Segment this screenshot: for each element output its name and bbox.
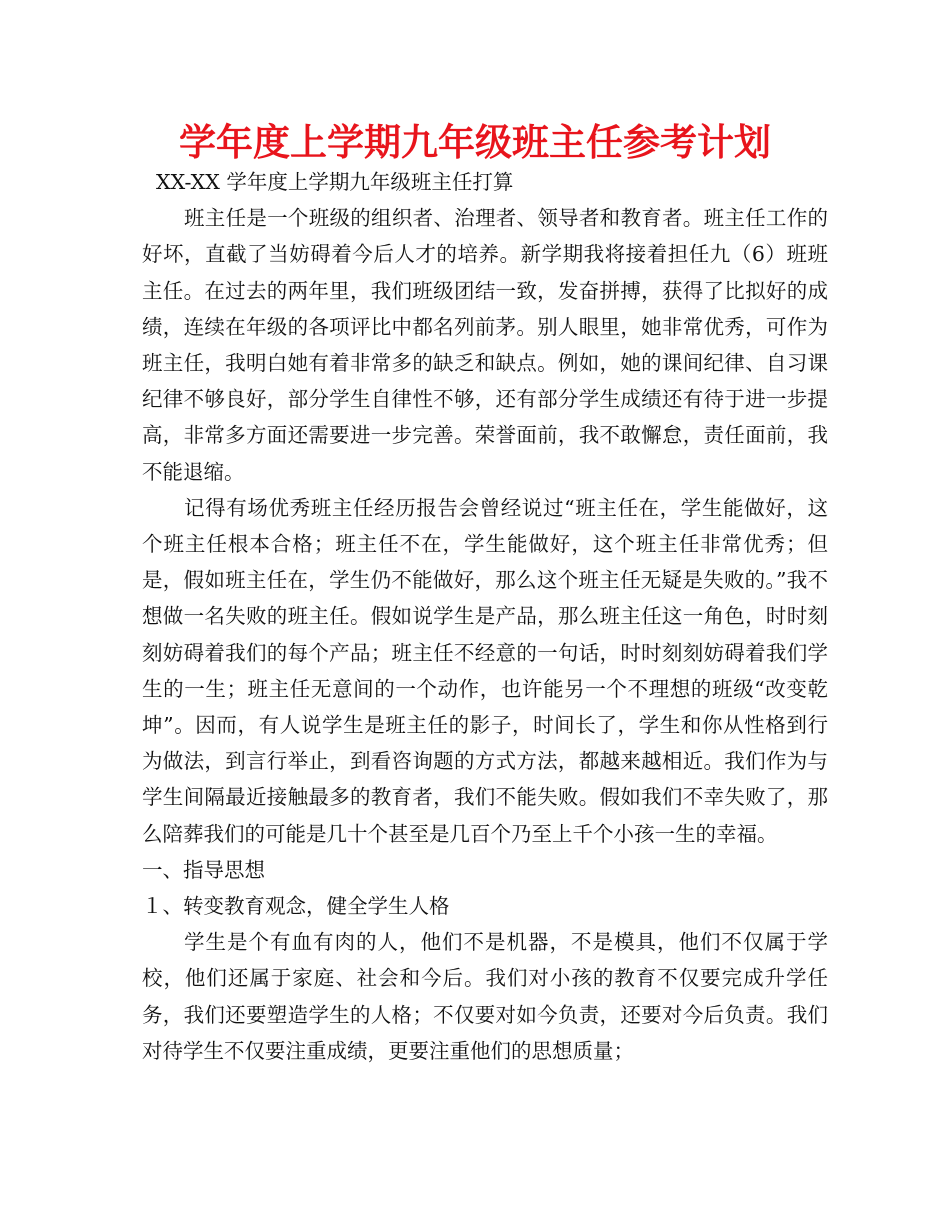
paragraph-students: 学生是个有血有肉的人，他们不是机器，不是模具，他们不仅属于学校，他们还属于家庭、社会和今后。我们对小孩的教育不仅要完成升学任务，我们还要塑造学生的人格；不仅要对如今负责，还要对今后负责。我们对待学生不仅要注重成绩，更要注重他们的思想质量； [142, 930, 828, 1063]
document-subtitle: XX-XX 学年度上学期九年级班主任打算 [156, 170, 514, 194]
document-body [142, 164, 828, 1069]
document-title: 学年度上学期九年级班主任参考计划 [179, 121, 771, 164]
paragraph-quote: 记得有场优秀班主任经历报告会曾经说过“班主任在，学生能做好，这个班主任根本合格；班主任不在，学生能做好，这个班主任非常优秀；但是，假如班主任在，学生仍不能做好，那么这个班主任无疑是失败的。”我不想做一名失败的班主任。假如说学生是产品，那么班主任这一角色，时时刻刻妨碍着我们的每个产品；班主任不经意的一句话，时时刻刻妨碍着我们学生的一生；班主任无意间的一个动作，也许能另一个不理想的班级“改变乾坤”。因而，有人说学生是班主任的影子，时间长了，学生和你从性格到行为做法，到言行举止，到看咨询题的方式方法，都越来越相近。我们作为与学生间隔最近接触最多的教育者，我们不能失败。假如我们不幸失败了，那么陪葬我们的可能是几十个甚至是几百个乃至上千个小孩一生的幸福。 [142, 495, 828, 846]
subsection-heading-change-concepts: １、转变教育观念，健全学生人格 [142, 894, 450, 919]
section-heading-guiding-ideology: 一、指导思想 [142, 857, 265, 882]
paragraph-intro: 班主任是一个班级的组织者、治理者、领导者和教育者。班主任工作的好坏，直截了当妨碍着今后人才的培养。新学期我将接着担任九（6）班班主任。在过去的两年里，我们班级团结一致，发奋拼搏，获得了比拟好的成绩，连续在年级的各项评比中都名列前茅。别人眼里，她非常优秀，可作为班主任，我明白她有着非常多的缺乏和缺点。例如，她的课间纪律、自习课纪律不够良好，部分学生自律性不够，还有部分学生成绩还有待于进一步提高，非常多方面还需要进一步完善。荣誉面前，我不敢懈怠，责任面前，我不能退缩。 [142, 206, 828, 484]
